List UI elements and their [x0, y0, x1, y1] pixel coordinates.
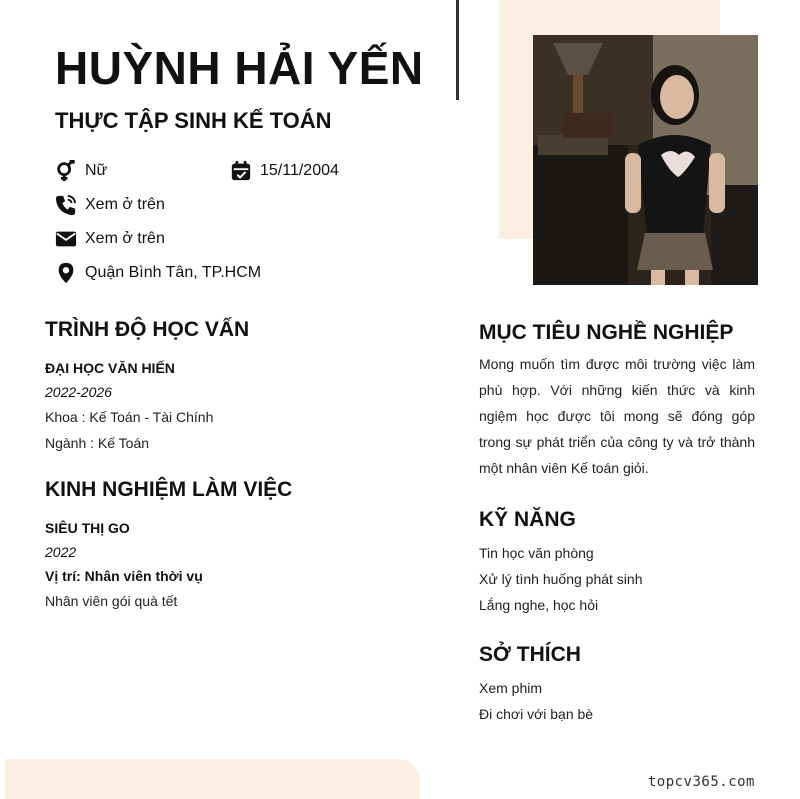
experience-position: Vị trí: Nhân viên thời vụ	[45, 568, 203, 584]
education-period: 2022-2026	[45, 384, 112, 400]
watermark: topcv365.com	[647, 774, 755, 790]
skill-item: Xử lý tình huống phát sinh	[479, 571, 643, 587]
objective-text: Mong muốn tìm được môi trường việc làm phù hợp. Với những kiến thức và kinh ngiệm học được tôi mong sẽ đóng góp trong sự phát triển của công ty và trở thành một nhân viên Kế toán giỏi.	[479, 356, 755, 476]
map-pin-icon	[55, 262, 77, 284]
experience-company: SIÊU THỊ GO	[45, 520, 130, 536]
candidate-role: THỰC TẬP SINH KẾ TOÁN	[55, 108, 332, 133]
address-text: Quận Bình Tân, TP.HCM	[85, 264, 262, 281]
hobby-item: Xem phim	[479, 680, 543, 696]
phone-row	[55, 194, 165, 216]
education-school: ĐẠI HỌC VĂN HIẾN	[45, 360, 175, 376]
experience-title: KINH NGHIỆM LÀM VIỆC	[45, 478, 293, 501]
skills-title: KỸ NĂNG	[479, 508, 576, 531]
email-row	[55, 228, 165, 250]
gender-text: Nữ	[85, 162, 108, 179]
header-divider	[456, 0, 459, 100]
education-title: TRÌNH ĐỘ HỌC VẤN	[45, 318, 250, 341]
envelope-icon	[55, 228, 77, 250]
phone-text: Xem ở trên	[85, 196, 165, 213]
gender-row	[55, 160, 107, 182]
skill-item: Tin học văn phòng	[479, 545, 594, 561]
birthday-row	[230, 160, 339, 182]
hobbies-title: SỞ THÍCH	[479, 643, 581, 666]
skill-item: Lắng nghe, học hỏi	[479, 597, 599, 613]
profile-photo	[533, 35, 758, 285]
hobby-item: Đi chơi với bạn bè	[479, 706, 594, 722]
skills-section	[479, 506, 759, 618]
email-text: Xem ở trên	[85, 230, 165, 247]
candidate-name: HUỲNH HẢI YẾN	[55, 42, 424, 94]
education-section	[45, 316, 425, 456]
education-faculty: Khoa : Kế Toán - Tài Chính	[45, 409, 214, 425]
address-row	[55, 262, 261, 284]
experience-description: Nhân viên gói quà tết	[45, 593, 178, 609]
footer-accent-box	[5, 759, 420, 799]
objective-title: MỤC TIÊU NGHỀ NGHIỆP	[479, 321, 734, 344]
birthday-text: 15/11/2004	[260, 162, 339, 179]
gender-icon	[55, 160, 77, 182]
experience-section	[45, 476, 425, 614]
phone-icon	[55, 194, 77, 216]
hobbies-section	[479, 641, 759, 727]
calendar-icon	[230, 160, 252, 182]
objective-section	[479, 319, 759, 481]
experience-year: 2022	[45, 544, 77, 560]
education-major: Ngành : Kế Toán	[45, 435, 150, 451]
